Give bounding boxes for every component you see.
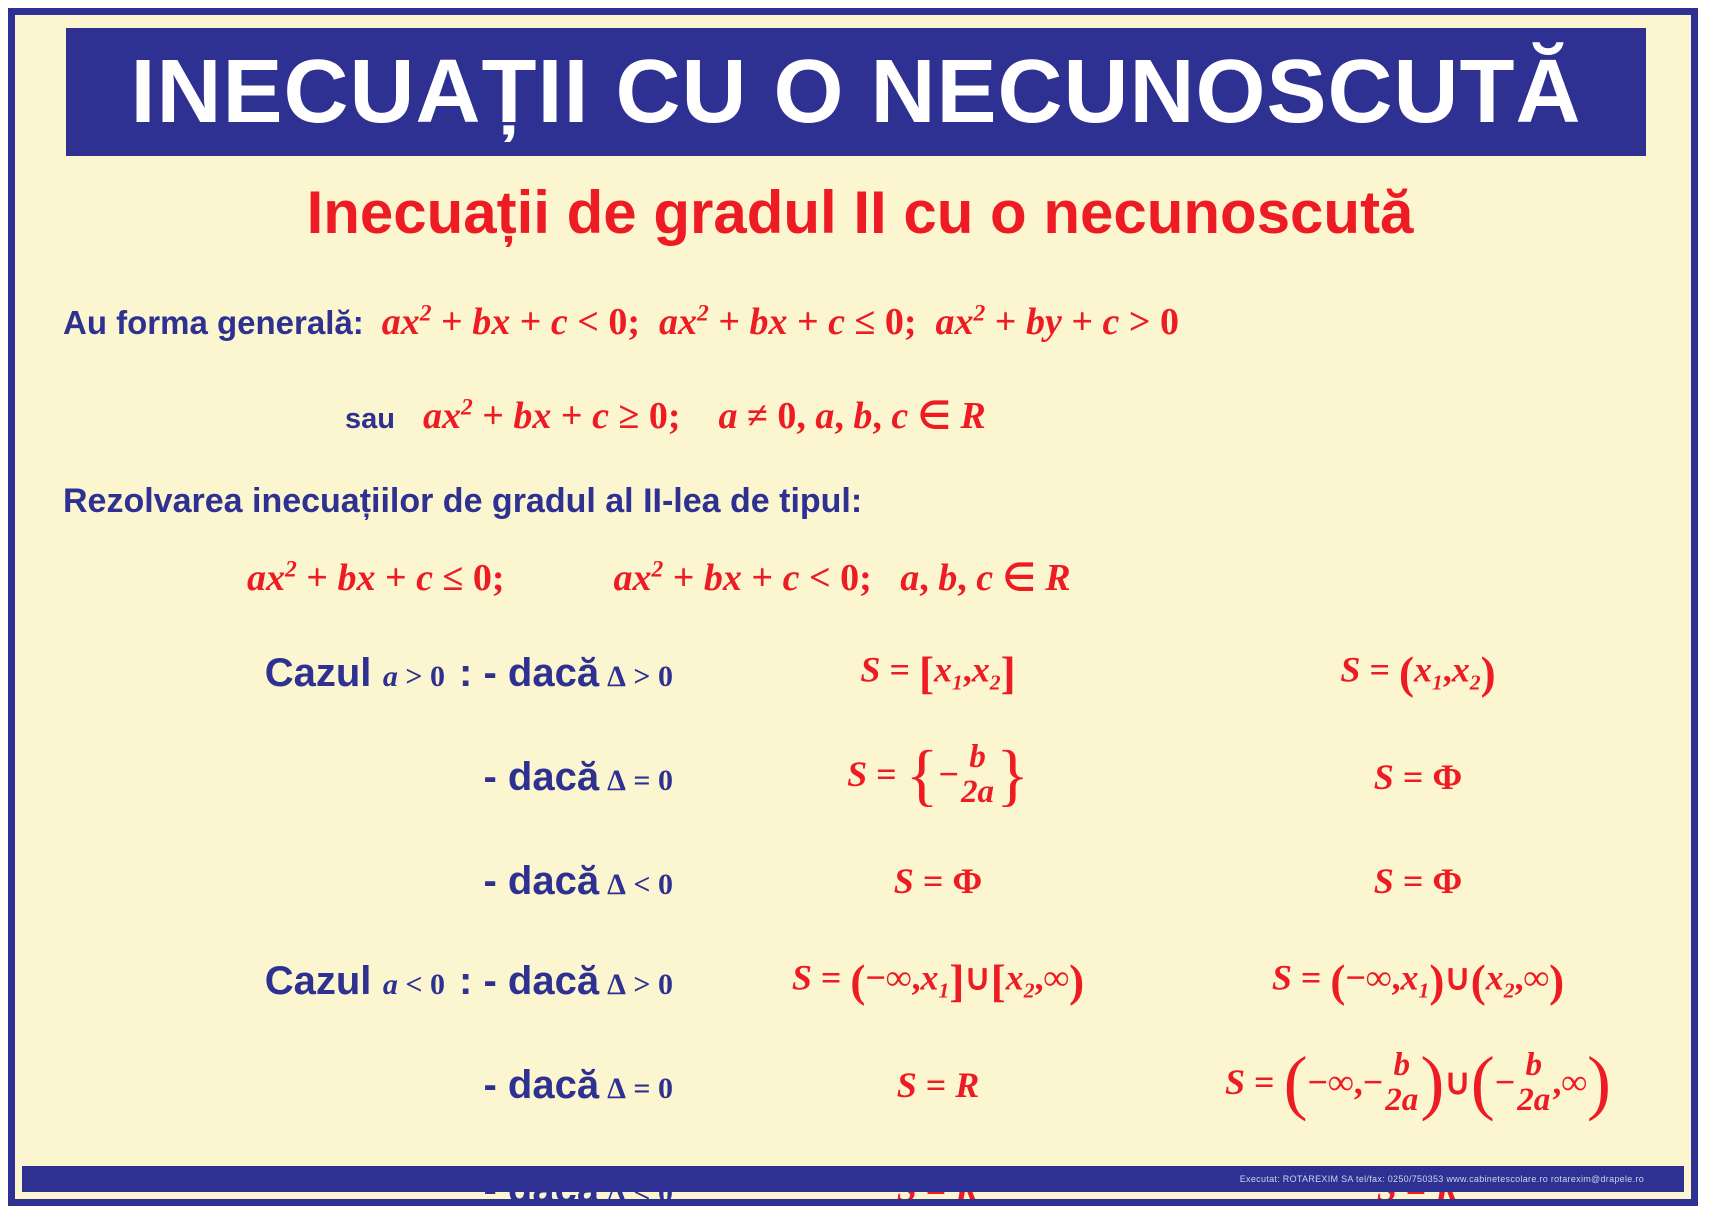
footer-bar <box>22 1166 1684 1192</box>
case-label: Cazul <box>264 958 372 1003</box>
case-condition: a < 0 <box>375 967 446 1001</box>
case-solution-left: S = {− b 2a } <box>847 736 1029 813</box>
general-form-alt-row <box>345 393 1645 438</box>
case-solution-left: S = R <box>896 1065 980 1105</box>
case-daca: - dacă <box>483 858 600 903</box>
footer-text: Executat: ROTAREXIM SA tel/fax: 0250/750353 www.cabinetescolare.ro rotarexim@drapele.ro <box>1239 1174 1644 1184</box>
case-row <box>63 723 1663 831</box>
general-form-alt-expression: $ax^2$ + bx + c ≥ 0; a ≠ 0, a, b, c ∈ R <box>422 394 986 437</box>
case-daca: : - dacă <box>459 958 600 1003</box>
cases-table <box>63 623 1663 1206</box>
case-delta: Δ = 0 <box>607 1071 673 1105</box>
general-form-label: Au forma generală: <box>63 304 364 341</box>
general-form-expressions: $ax^2$ + bx + c < 0; $ax^2$ + bx + c ≤ 0; $ax^2$ + by + c > 0 <box>381 300 1180 343</box>
case-daca: : - dacă <box>459 650 600 695</box>
case-solution-left: $S = (-\infty,x_1]\cup[x_2,\infty)$ <box>791 956 1085 1006</box>
case-daca: - dacă <box>483 754 600 799</box>
case-row <box>63 931 1663 1031</box>
case-solution-right: S = Φ <box>1373 861 1463 901</box>
case-solution-left: S = Φ <box>893 861 983 901</box>
case-condition: a > 0 <box>375 659 446 693</box>
case-label-cell <box>63 959 703 1004</box>
case-delta: Δ > 0 <box>607 967 673 1001</box>
general-form-row <box>63 300 1663 344</box>
poster <box>8 8 1698 1206</box>
poster-subtitle: Inecuații de gradul II cu o necunoscută <box>306 179 1414 246</box>
page-title: INECUAȚII CU O NECUNOSCUTĂ <box>130 42 1582 142</box>
inequality-types-row: $ax^2$ + bx + c ≤ 0; $ax^2$ + bx + c < 0; a, b, c ∈ R <box>247 556 1071 599</box>
case-solution-right: S = (−∞,− b 2a )∪(− b 2a ,∞) <box>1225 1041 1611 1122</box>
case-row <box>63 623 1663 723</box>
case-daca: - dacă <box>483 1062 600 1107</box>
case-label-cell <box>63 859 703 904</box>
case-delta: Δ = 0 <box>607 763 673 797</box>
sau-label: sau <box>345 403 395 435</box>
case-solution-right: S = Φ <box>1373 757 1463 797</box>
poster-title-bar <box>66 28 1646 156</box>
case-solution-right: $S = (x_1,x_2)$ <box>1340 648 1496 698</box>
case-label-cell <box>63 1063 703 1108</box>
case-row <box>63 831 1663 931</box>
case-label-cell <box>63 651 703 696</box>
case-label-cell <box>63 755 703 800</box>
case-solution-right: $S = (-\infty,x_1)\cup(x_2,\infty)$ <box>1271 956 1565 1006</box>
case-delta: Δ > 0 <box>607 659 673 693</box>
case-solution-left: $S = [x_1,x_2]$ <box>860 648 1016 698</box>
case-label: Cazul <box>264 650 372 695</box>
case-row <box>63 1031 1663 1139</box>
case-delta: Δ < 0 <box>607 867 673 901</box>
rezolvare-label: Rezolvarea inecuațiilor de gradul al II-lea de tipul: <box>63 482 863 520</box>
